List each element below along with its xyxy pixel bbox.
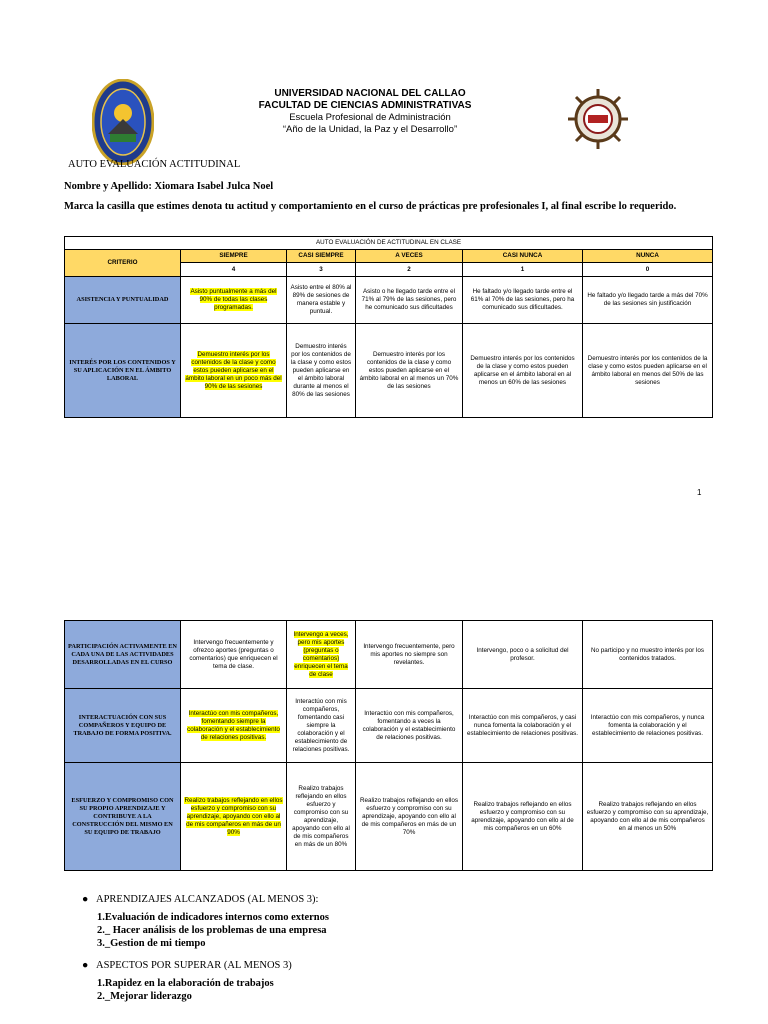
instructions: Marca la casilla que estimes denota tu actitud y comportamiento en el curso de prácticas pre profesionales I, al final escribe lo requerido. — [64, 201, 677, 212]
school-name: Escuela Profesional de Administración — [289, 112, 451, 123]
rubric-cell: Interactúo con mis compañeros, y nunca fomenta la colaboración y el establecimiento de relaciones positivas. — [583, 689, 713, 763]
rubric-cell: Interactúo con mis compañeros, fomentando a veces la colaboración y el establecimiento de relaciones positivas. — [356, 689, 463, 763]
highlighted-choice: Realizo trabajos reflejando en ellos esfuerzo y compromiso con su aprendizaje, apoyando con ello al de mis compañeros en más de un 90% — [184, 796, 283, 836]
improve-heading: ASPECTOS POR SUPERAR (AL MENOS 3) — [96, 960, 292, 971]
bullet-icon: ● — [82, 960, 89, 971]
rubric-cell: Interactúo con mis compañeros, fomentando casi siempre la colaboración y el establecimiento de relaciones positivas. — [287, 689, 356, 763]
highlighted-choice: Demuestro interés por los contenidos de la clase y como estos pueden aplicarse en el ámbito laboral en un poco más del 90% de las sesiones — [185, 350, 282, 390]
table-row — [65, 277, 713, 324]
rubric-cell — [181, 763, 287, 871]
score-casi-siempre: 3 — [287, 263, 356, 277]
university-logo — [92, 79, 154, 165]
doc-title: AUTO EVALUACIÓN ACTITUDINAL — [68, 159, 241, 170]
rubric-cell: Interactúo con mis compañeros, y casi nunca fomenta la colaboración y el establecimiento de relaciones positivas. — [463, 689, 583, 763]
table-row — [65, 763, 713, 871]
rubric-cell: Intervengo, poco o a solicitud del profesor. — [463, 621, 583, 689]
rubric-cell — [181, 277, 287, 324]
improve-list — [97, 977, 702, 1003]
rubric-cell: Asisto entre el 80% al 89% de sesiones de manera estable y puntual. — [287, 277, 356, 324]
criterion-cell: ASISTENCIA Y PUNTUALIDAD — [65, 277, 181, 324]
criterion-cell: PARTICIPACIÓN ACTIVAMENTE EN CADA UNA DE LAS ACTIVIDADES DESARROLLADAS EN EL CURSO — [65, 621, 181, 689]
criterion-cell: INTERÉS POR LOS CONTENIDOS Y SU APLICACIÓN EN EL ÁMBITO LABORAL — [65, 324, 181, 418]
rubric-table-page2 — [64, 620, 713, 871]
col-header-a-veces: A VECES — [356, 250, 463, 263]
bullet-icon: ● — [82, 894, 89, 905]
faculty-name: FACULTAD DE CIENCIAS ADMINISTRATIVAS — [258, 100, 472, 111]
rubric-table-page1 — [64, 236, 713, 418]
faculty-logo — [566, 87, 630, 151]
highlighted-choice: Intervengo a veces, pero mis aportes (preguntas o comentarios) enriquecen el tema de clase — [293, 630, 349, 678]
rubric-cell — [181, 689, 287, 763]
learned-heading: APRENDIZAJES ALCANZADOS (AL MENOS 3): — [96, 894, 319, 905]
rubric-cell: Demuestro interés por los contenidos de la clase y como estos pueden aplicarse en el ámbito laboral en menos del 50% de las sesiones — [583, 324, 713, 418]
year-motto: “Año de la Unidad, la Paz y el Desarrollo” — [282, 124, 458, 135]
page-number: 1 — [697, 488, 702, 497]
highlighted-choice: Interactúo con mis compañeros, fomentando siempre la colaboración y el establecimiento de relaciones positivas. — [187, 709, 280, 741]
score-casi-nunca: 1 — [463, 263, 583, 277]
rubric-cell: Demuestro interés por los contenidos de la clase y como estos pueden aplicarse en el ámbito laboral en al menos un 70% de las sesiones — [356, 324, 463, 418]
criterion-cell: INTERACTUACIÓN CON SUS COMPAÑEROS Y EQUIPO DE TRABAJO DE FORMA POSITIVA. — [65, 689, 181, 763]
rubric-cell: Realizo trabajos reflejando en ellos esfuerzo y compromiso con su aprendizaje, apoyando con ello al de mis compañeros en al menos un 50% — [583, 763, 713, 871]
list-item: 2._Mejorar liderazgo — [97, 991, 192, 1002]
improve-heading-row — [82, 959, 702, 972]
rubric-cell: No participo y no muestro interés por los contenidos tratados. — [583, 621, 713, 689]
student-name: Nombre y Apellido: Xiomara Isabel Julca Noel — [64, 181, 274, 192]
table-row — [65, 689, 713, 763]
rubric-cell: Realizo trabajos reflejando en ellos esfuerzo y compromiso con su aprendizaje, apoyando con ello al de mis compañeros en más de un 70% — [356, 763, 463, 871]
rubric-cell: Realizo trabajos reflejando en ellos esfuerzo y compromiso con su aprendizaje, apoyando con ello al de mis compañeros en más de un 80% — [287, 763, 356, 871]
rubric-cell: Realizo trabajos reflejando en ellos esfuerzo y compromiso con su aprendizaje, apoyando con ello al de mis compañeros en un 60% — [463, 763, 583, 871]
rubric-cell: He faltado y/o llegado tarde a más del 70% de las sesiones sin justificación — [583, 277, 713, 324]
table-title: AUTO EVALUACIÓN DE ACTITUDINAL EN CLASE — [65, 237, 713, 250]
score-nunca: 0 — [583, 263, 713, 277]
learned-heading-row — [82, 893, 702, 906]
list-item: 1.Evaluación de indicadores internos como externos — [97, 912, 329, 923]
list-item: 1.Rapidez en la elaboración de trabajos — [97, 978, 274, 989]
header-block — [230, 88, 510, 136]
col-header-casi-siempre: CASI SIEMPRE — [287, 250, 356, 263]
highlighted-choice: Asisto puntualmente a más del 90% de todas las clases programadas. — [190, 288, 277, 311]
table-row — [65, 324, 713, 418]
learned-list — [97, 911, 702, 950]
rubric-cell: Demuestro interés por los contenidos de la clase y como estos pueden aplicarse en el ámbito laboral durante al menos el 80% de las sesiones — [287, 324, 356, 418]
rubric-cell: Demuestro interés por los contenidos de la clase y como estos pueden aplicarse en el ámbito laboral en al menos un 60% de las sesiones — [463, 324, 583, 418]
rubric-cell: Intervengo frecuentemente y ofrezco aportes (preguntas o comentarios) que enriquecen el tema de clase. — [181, 621, 287, 689]
university-seal-icon — [92, 79, 154, 165]
list-item: 3._Gestion de mi tiempo — [97, 938, 206, 949]
rubric-cell — [287, 621, 356, 689]
score-siempre: 4 — [181, 263, 287, 277]
rubric-cell — [181, 324, 287, 418]
ship-wheel-icon — [566, 87, 630, 151]
col-header-nunca: NUNCA — [583, 250, 713, 263]
university-name: UNIVERSIDAD NACIONAL DEL CALLAO — [274, 88, 466, 99]
rubric-cell: Intervengo frecuentemente, pero mis aportes no siempre son revelantes. — [356, 621, 463, 689]
criterion-cell: ESFUERZO Y COMPROMISO CON SU PROPIO APRENDIZAJE Y CONTRIBUYE A LA CONSTRUCCIÓN DEL MISMO EN SU EQUIPO DE TRABAJO — [65, 763, 181, 871]
score-a-veces: 2 — [356, 263, 463, 277]
list-item: 2._ Hacer análisis de los problemas de una empresa — [97, 925, 327, 936]
rubric-cell: He faltado y/o llegado tarde entre el 61% al 70% de las sesiones, pero ha comunicado sus dificultades. — [463, 277, 583, 324]
col-header-siempre: SIEMPRE — [181, 250, 287, 263]
col-header-casi-nunca: CASI NUNCA — [463, 250, 583, 263]
criterio-header: CRITERIO — [65, 250, 181, 277]
table-row — [65, 621, 713, 689]
learned-section — [82, 893, 702, 950]
improve-section — [82, 959, 702, 1003]
rubric-cell: Asisto o he llegado tarde entre el 71% al 79% de las sesiones, pero he comunicado sus dificultades — [356, 277, 463, 324]
